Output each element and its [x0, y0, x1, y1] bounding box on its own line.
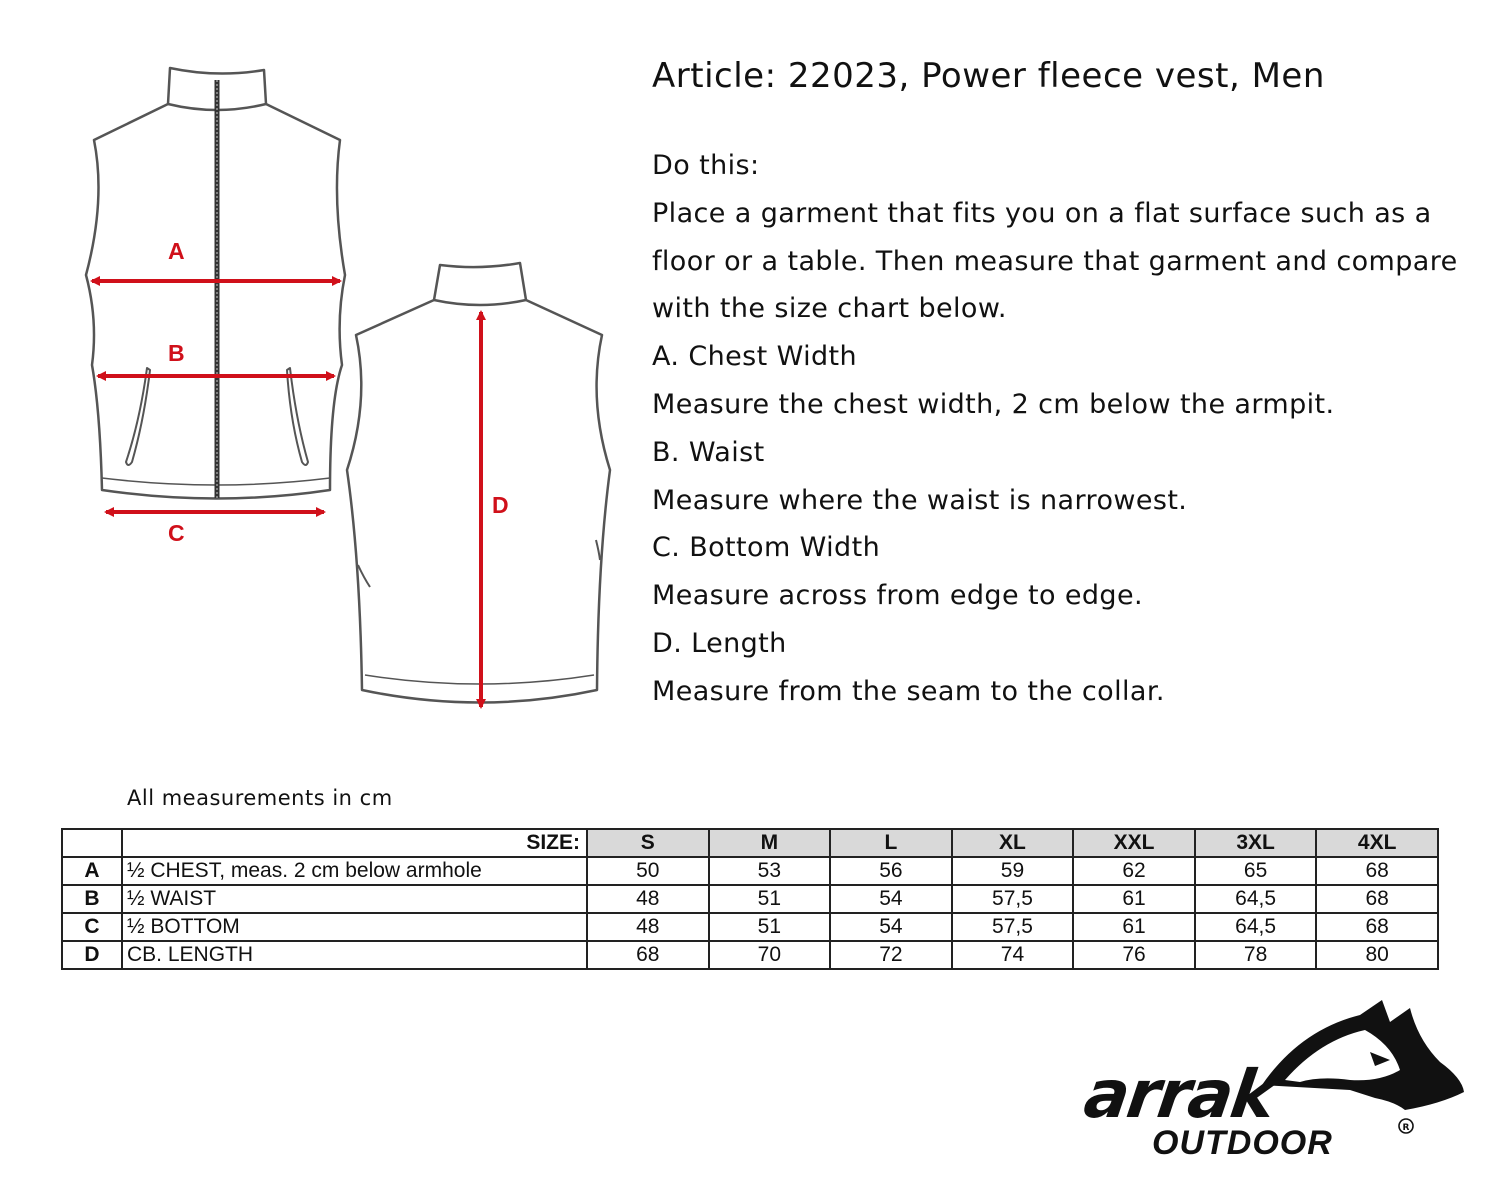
table-cell: 51 [709, 913, 831, 941]
table-cell: 72 [830, 941, 952, 969]
size-chart-table [61, 828, 1439, 970]
article-title: Article: 22023, Power fleece vest, Men [652, 56, 1325, 96]
row-description: CB. LENGTH [122, 941, 587, 969]
table-cell: 64,5 [1195, 885, 1317, 913]
table-row [62, 941, 1438, 969]
item-label-d: D. Length [652, 627, 787, 659]
item-text-a: Measure the chest width, 2 cm below the armpit. [652, 388, 1335, 420]
table-cell: 61 [1073, 913, 1195, 941]
table-cell: 65 [1195, 857, 1317, 885]
table-cell: 51 [709, 885, 831, 913]
item-label-b: B. Waist [652, 436, 765, 468]
vest-measurement-diagram [60, 40, 640, 740]
table-cell: 68 [1316, 857, 1438, 885]
table-cell: 74 [952, 941, 1074, 969]
table-row [62, 913, 1438, 941]
row-description: ½ CHEST, meas. 2 cm below armhole [122, 857, 587, 885]
table-cell: 61 [1073, 885, 1195, 913]
size-header: XL [952, 829, 1074, 857]
vest-back-drawing [347, 263, 610, 703]
table-cell: 50 [587, 857, 709, 885]
measurement-note: All measurements in cm [127, 786, 393, 810]
registered-r-glyph: R [1402, 1123, 1410, 1133]
logo-sub: OUTDOOR [1152, 1124, 1333, 1162]
table-cell: 68 [587, 941, 709, 969]
table-cell: 57,5 [952, 913, 1074, 941]
table-cell: 76 [1073, 941, 1195, 969]
instructions-heading: Do this: [652, 150, 760, 181]
label-b: B [168, 340, 185, 366]
label-d: D [492, 492, 509, 518]
table-cell: 68 [1316, 885, 1438, 913]
table-cell: 53 [709, 857, 831, 885]
husky-head-icon [1262, 1000, 1464, 1110]
table-cell: 59 [952, 857, 1074, 885]
intro-line: Place a garment that fits you on a flat surface such as a [652, 197, 1432, 229]
table-cell: 56 [830, 857, 952, 885]
row-letter: B [62, 885, 122, 913]
table-cell: 70 [709, 941, 831, 969]
label-c: C [168, 520, 185, 546]
intro-line: with the size chart below. [652, 293, 1007, 325]
size-header: 4XL [1316, 829, 1438, 857]
size-header: 3XL [1195, 829, 1317, 857]
table-cell: 80 [1316, 941, 1438, 969]
table-cell: 48 [587, 885, 709, 913]
intro-line: floor or a table. Then measure that garment and compare [652, 245, 1458, 277]
table-cell: 54 [830, 913, 952, 941]
label-a: A [168, 238, 185, 264]
table-cell: 68 [1316, 913, 1438, 941]
item-text-d: Measure from the seam to the collar. [652, 675, 1165, 707]
logo-brand: arrak [1080, 1055, 1279, 1133]
table-row [62, 885, 1438, 913]
instructions [652, 142, 1458, 716]
size-label: SIZE: [122, 829, 587, 857]
size-header: L [830, 829, 952, 857]
table-cell: 57,5 [952, 885, 1074, 913]
table-header-row [62, 829, 1438, 857]
size-header: XXL [1073, 829, 1195, 857]
item-label-a: A. Chest Width [652, 341, 858, 373]
row-letter: D [62, 941, 122, 969]
item-label-c: C. Bottom Width [652, 532, 881, 564]
table-cell: 48 [587, 913, 709, 941]
item-text-c: Measure across from edge to edge. [652, 580, 1143, 612]
size-header: M [709, 829, 831, 857]
table-cell: 64,5 [1195, 913, 1317, 941]
vest-front-drawing [86, 68, 345, 499]
header-corner [62, 829, 122, 857]
table-cell: 54 [830, 885, 952, 913]
table-cell: 62 [1073, 857, 1195, 885]
size-header: S [587, 829, 709, 857]
item-text-b: Measure where the waist is narrowest. [652, 484, 1188, 516]
table-cell: 78 [1195, 941, 1317, 969]
row-description: ½ WAIST [122, 885, 587, 913]
row-letter: C [62, 913, 122, 941]
table-row [62, 857, 1438, 885]
row-description: ½ BOTTOM [122, 913, 587, 941]
arrak-outdoor-logo [1080, 995, 1470, 1165]
row-letter: A [62, 857, 122, 885]
